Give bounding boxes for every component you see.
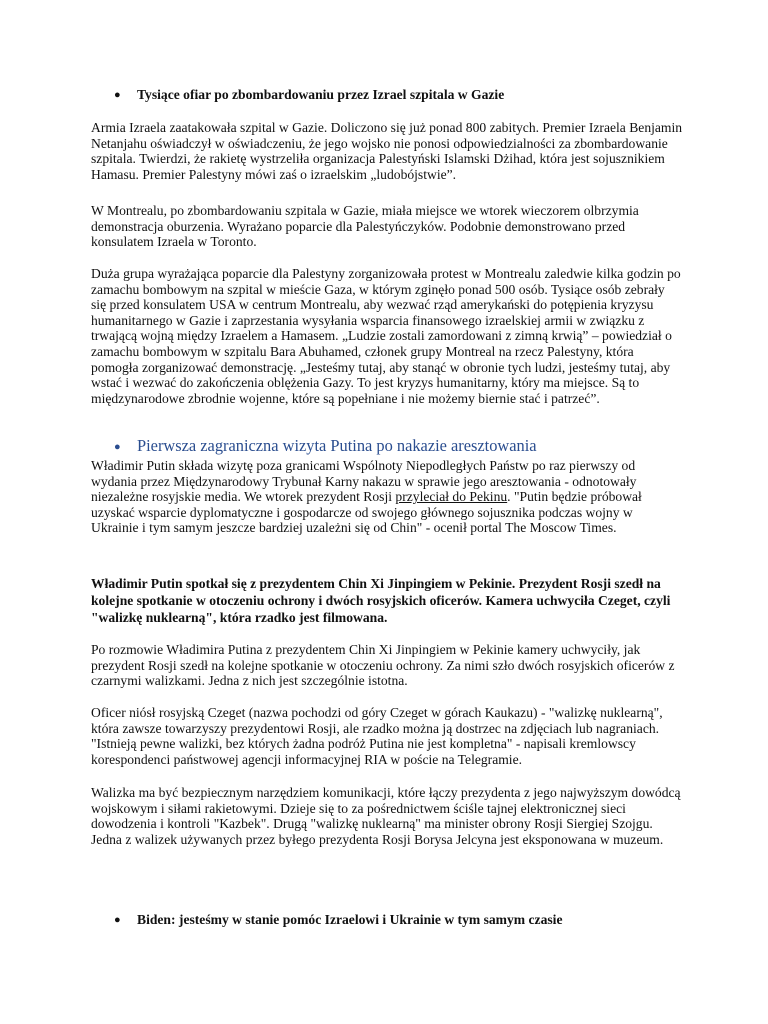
heading-putin-visit[interactable] xyxy=(114,437,537,456)
paragraph-cheget: Oficer niósł rosyjską Czeget (nazwa pochodzi od góry Czeget w górach Kaukazu) - "walizkę nuklearną", która zawsze towarzyszy prezydentowi Rosji, ale rzadko można ją dostrzec na zdjęciach lub nagraniach. "Istnieją pewne walizki, bez których żadna podróż Putina nie jest kompletna" - napisali kremlowscy korespondenci państwowej agencji informacyjnej RIA w poście na Telegramie. xyxy=(91,705,663,767)
heading-text: Biden: jesteśmy w stanie pomóc Izraelowi i Ukrainie w tym samym czasie xyxy=(137,912,563,927)
paragraph-montreal-protest: Duża grupa wyrażająca poparcie dla Palestyny zorganizowała protest w Montrealu zaledwie kilka godzin po zamachu bombowym na szpital w mieście Gaza, w którym zginęło ponad 500 osób. Tysiące osób zebrały się przed konsulatem USA w centrum Montrealu, aby wezwać rząd amerykański do potępienia kryzysu humanitarnego w Gazie i zaprzestania wysyłania wsparcia finansowego izraelskiej armii w związku z trwającą wojną między Izraelem a Hamasem. „Ludzie zostali zamordowani z zimną krwią” – powiedział o zamachu bombowym w szpitalu Bara Abuhamed, członek grupy Montreal na rzecz Palestyny, która pomogła zorganizować demonstrację. „Jesteśmy tutaj, aby stanąć w obronie tych ludzi, jesteśmy tutaj, aby wstać i wezwać do zakończenia oblężenia Gazy. To jest kryzys humanitarny, który ma miejsce. Są to międzynarodowe zbrodnie wojenne, które są popełniane i nie możemy biernie stać i patrzeć”. xyxy=(91,266,681,406)
paragraph-text: Władimir Putin składa wizytę poza granicami Wspólnoty Niepodległych Państw po raz pierwszy od wydania przez Międzynarodowy Trybunał Karny nakazu w sprawie jego aresztowania - odnotowały niezależne rosyjskie media. We wtorek prezydent Rosji xyxy=(91,458,637,505)
bullet-icon: ● xyxy=(114,89,121,101)
heading-biden xyxy=(114,911,563,929)
paragraph-text: . "Putin będzie próbował uzyskać wsparcie dyplomatyczne i gospodarcze od swojego głównego sojusznika podczas wojny w Ukrainie i tym samym jeszcze bardziej uzależni się od Chin" - ocenił portal The Moscow Times. xyxy=(91,489,642,536)
paragraph-gaza-hospital: Armia Izraela zaatakowała szpital w Gazie. Doliczono się już ponad 800 zabitych. Premier Izraela Benjamin Netanjahu oświadczył w oświadczeniu, że jego wojsko nie ponosi odpowiedzialności za zbombardowanie szpitala. Twierdzi, że rakietę wystrzeliła organizacja Palestyński Islamski Dżihad, która jest sojusznikiem Hamasu. Premier Palestyny mówi zaś o izraelskim „ludobójstwie”. xyxy=(91,120,683,182)
paragraph-putin-visit xyxy=(91,458,683,536)
bullet-icon: ● xyxy=(114,441,121,453)
link-beijing[interactable]: przyleciał do Pekinu xyxy=(395,489,508,505)
paragraph-briefcase-communication: Walizka ma być bezpiecznym narzędziem komunikacji, które łączy prezydenta z jego najwyższym dowódcą wojskowym i siłami rakietowymi. Dzieje się to za pośrednictwem ściśle tajnej elektronicznej sieci dowodzenia i kontroli "Kazbek". Drugą "walizkę nuklearną" ma minister obrony Rosji Siergiej Szojgu. Jedna z walizek używanych przez byłego prezydenta Rosji Borysa Jelcyna jest eksponowana w muzeum. xyxy=(91,785,681,847)
lead-nuclear-briefcase: Władimir Putin spotkał się z prezydentem Chin Xi Jinpingiem w Pekinie. Prezydent Rosji szedł na kolejne spotkanie w otoczeniu ochrony i dwóch rosyjskich oficerów. Kamera uchwyciła Czeget, czyli "walizkę nuklearną", która rzadko jest filmowana. xyxy=(91,576,671,625)
paragraph-putin-xi-meeting: Po rozmowie Władimira Putina z prezydentem Chin Xi Jinpingiem w Pekinie kamery uchwyciły, jak prezydent Rosji szedł na kolejne spotkanie w otoczeniu ochrony. Za nimi szło dwóch rosyjskich oficerów z czarnymi walizkami. Jedna z nich jest szczególnie istotna. xyxy=(91,642,675,689)
heading-gaza-hospital xyxy=(114,86,504,104)
paragraph-montreal-demonstration: W Montrealu, po zbombardowaniu szpitala w Gazie, miała miejsce we wtorek wieczorem olbrzymia demonstracja oburzenia. Wyrażano poparcie dla Palestyńczyków. Podobnie demonstrowano przed konsulatem Izraela w Toronto. xyxy=(91,203,639,250)
heading-text: Tysiące ofiar po zbombardowaniu przez Izrael szpitala w Gazie xyxy=(137,87,505,102)
bullet-icon: ● xyxy=(114,914,121,926)
heading-link-text[interactable]: Pierwsza zagraniczna wizyta Putina po nakazie aresztowania xyxy=(137,436,537,455)
